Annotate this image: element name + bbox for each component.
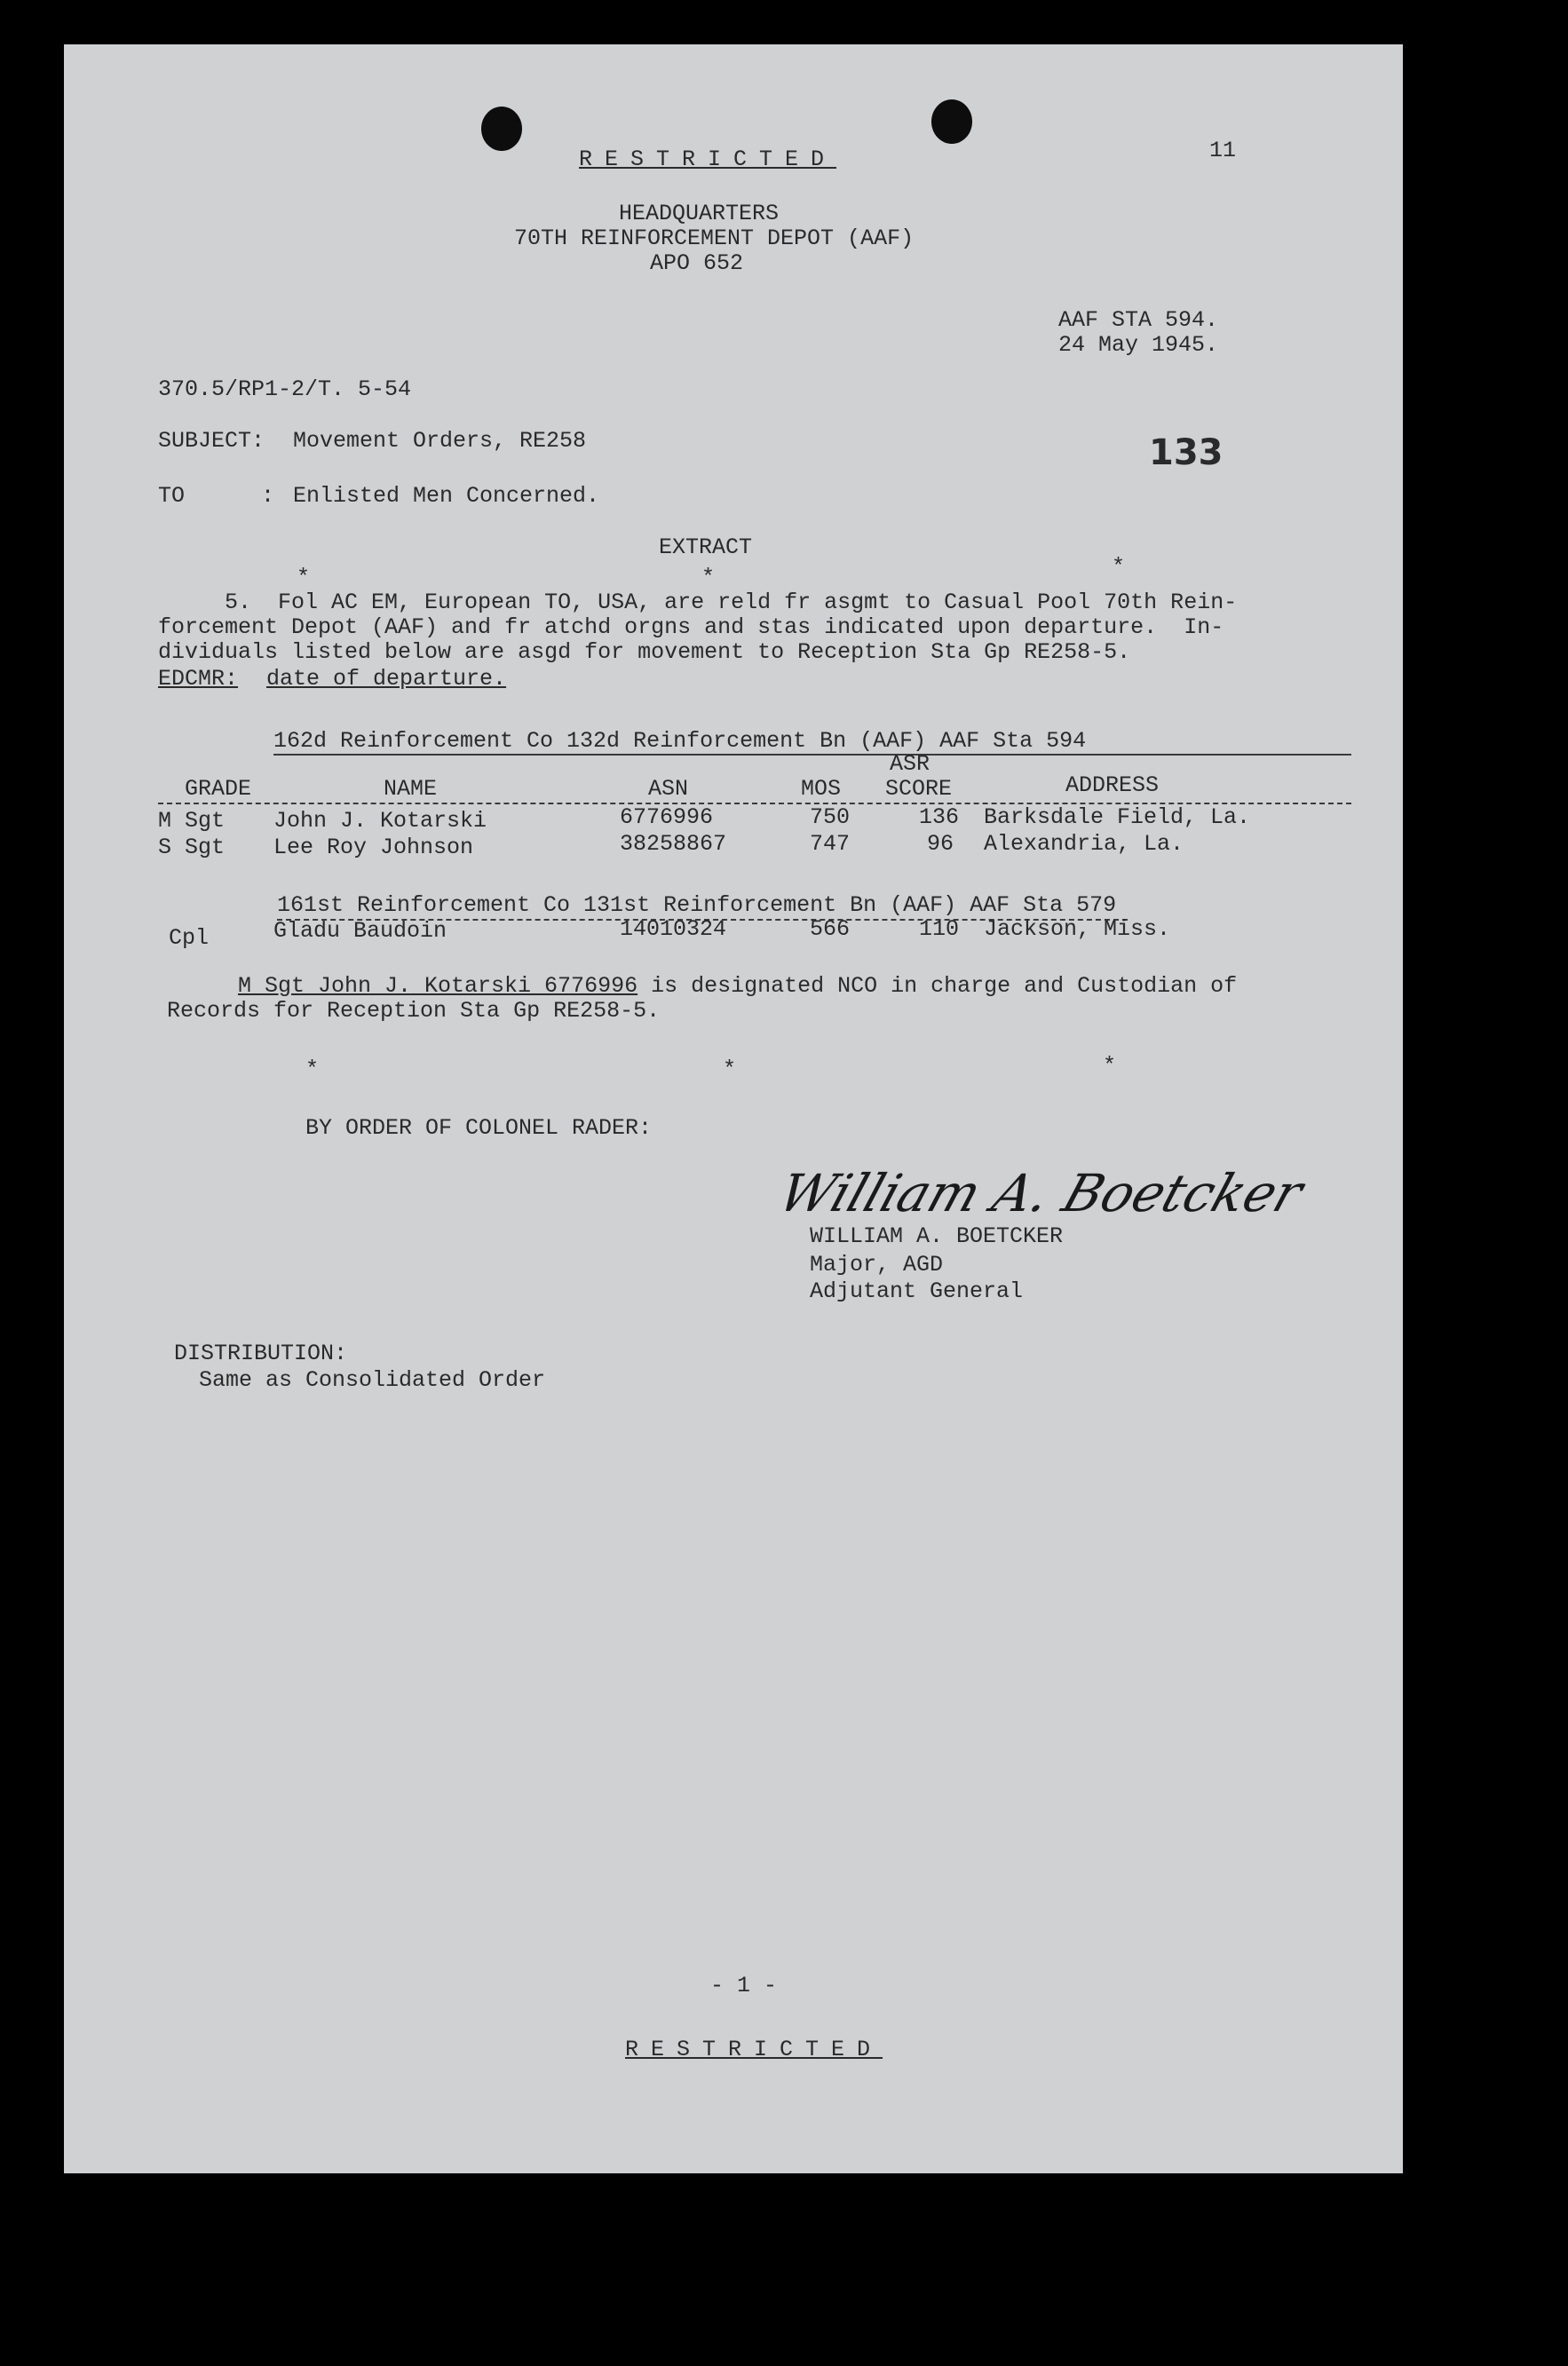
- unit-title-1: 162d Reinforcement Co 132d Reinforcement Bn (AAF) AAF Sta 594: [273, 728, 1087, 754]
- edcmr-label: EDCMR:: [158, 666, 239, 692]
- unit-title-2: 161st Reinforcement Co 131st Reinforcement Bn (AAF) AAF Sta 579: [277, 892, 1117, 918]
- cell-mos: 566: [810, 916, 851, 942]
- cell-mos: 750: [810, 804, 851, 830]
- cell-grade: Cpl: [169, 925, 210, 951]
- cell-score: 110: [919, 916, 960, 942]
- cell-grade: S Sgt: [158, 835, 226, 860]
- paragraph-line: forcement Depot (AAF) and fr atchd orgns and stas indicated upon departure. In-: [158, 614, 1224, 640]
- col-header-address: ADDRESS: [1065, 772, 1160, 798]
- classification-top: RESTRICTED: [579, 146, 837, 172]
- cell-address: Alexandria, La.: [984, 831, 1184, 857]
- designation-underlined: M Sgt John J. Kotarski 6776996: [238, 973, 638, 999]
- hq-line2: 70TH REINFORCEMENT DEPOT (AAF): [514, 226, 915, 251]
- star-mark: *: [1112, 554, 1126, 580]
- col-header-mos: MOS: [801, 776, 842, 802]
- edcmr-text: date of departure.: [266, 666, 507, 692]
- col-header-name: NAME: [384, 776, 438, 802]
- star-mark: *: [723, 1056, 737, 1082]
- station: AAF STA 594.: [1058, 307, 1219, 333]
- cell-grade: M Sgt: [158, 808, 226, 834]
- to-label: TO: [158, 483, 186, 509]
- distribution-text: Same as Consolidated Order: [199, 1367, 546, 1393]
- distribution-label: DISTRIBUTION:: [174, 1341, 348, 1366]
- subject-label: SUBJECT:: [158, 428, 265, 454]
- by-order: BY ORDER OF COLONEL RADER:: [305, 1115, 653, 1141]
- col-header-asn: ASN: [648, 776, 689, 802]
- hq-line1: HEADQUARTERS: [619, 201, 780, 226]
- cell-asn: 6776996: [620, 804, 714, 830]
- document-page: [64, 44, 1403, 2173]
- star-mark: *: [297, 565, 311, 590]
- cell-asn: 14010324: [620, 916, 727, 942]
- cell-asn: 38258867: [620, 831, 727, 857]
- punch-hole-right: [931, 99, 972, 144]
- cell-score: 96: [927, 831, 954, 857]
- designation-line2: Records for Reception Sta Gp RE258-5.: [167, 998, 661, 1024]
- cell-score: 136: [919, 804, 960, 830]
- paragraph-line: dividuals listed below are asgd for movement to Reception Sta Gp RE258-5.: [158, 639, 1131, 665]
- col-header-grade: GRADE: [185, 776, 252, 802]
- star-mark: *: [1103, 1053, 1117, 1079]
- designation-rest: is designated NCO in charge and Custodian of: [637, 973, 1238, 999]
- extract-label: EXTRACT: [659, 534, 753, 560]
- cell-name: Lee Roy Johnson: [273, 835, 474, 860]
- stamp-number: 133: [1149, 432, 1224, 473]
- signer-rank: Major, AGD: [810, 1252, 944, 1278]
- cell-name: John J. Kotarski: [273, 808, 487, 834]
- to-colon: :: [261, 483, 275, 509]
- cell-address: Jackson, Miss.: [984, 916, 1171, 942]
- punch-hole-left: [481, 107, 522, 151]
- to-text: Enlisted Men Concerned.: [293, 483, 600, 509]
- subject-text: Movement Orders, RE258: [293, 428, 587, 454]
- cell-address: Barksdale Field, La.: [984, 804, 1251, 830]
- star-mark: *: [701, 565, 716, 590]
- cell-mos: 747: [810, 831, 851, 857]
- cell-name: Gladu Baudoin: [273, 918, 447, 944]
- paragraph-line: 5. Fol AC EM, European TO, USA, are reld fr asgmt to Casual Pool 70th Rein-: [158, 590, 1238, 615]
- signer-name: WILLIAM A. BOETCKER: [810, 1223, 1064, 1249]
- page-number-top: 11: [1209, 138, 1237, 163]
- classification-bottom: RESTRICTED: [625, 2037, 883, 2062]
- page-footer-number: - 1 -: [710, 1973, 778, 1998]
- col-header-score: SCORE: [885, 776, 953, 802]
- signer-title: Adjutant General: [810, 1278, 1024, 1304]
- designation-line1: [238, 973, 1237, 1000]
- hq-line3: APO 652: [650, 250, 744, 276]
- col-header-asr: ASR: [890, 751, 931, 777]
- unit-title-rule: [273, 754, 1351, 756]
- handwritten-signature: William A. Boetcker: [771, 1163, 1311, 1223]
- date: 24 May 1945.: [1058, 332, 1219, 358]
- star-mark: *: [305, 1056, 320, 1082]
- file-reference: 370.5/RP1-2/T. 5-54: [158, 376, 412, 402]
